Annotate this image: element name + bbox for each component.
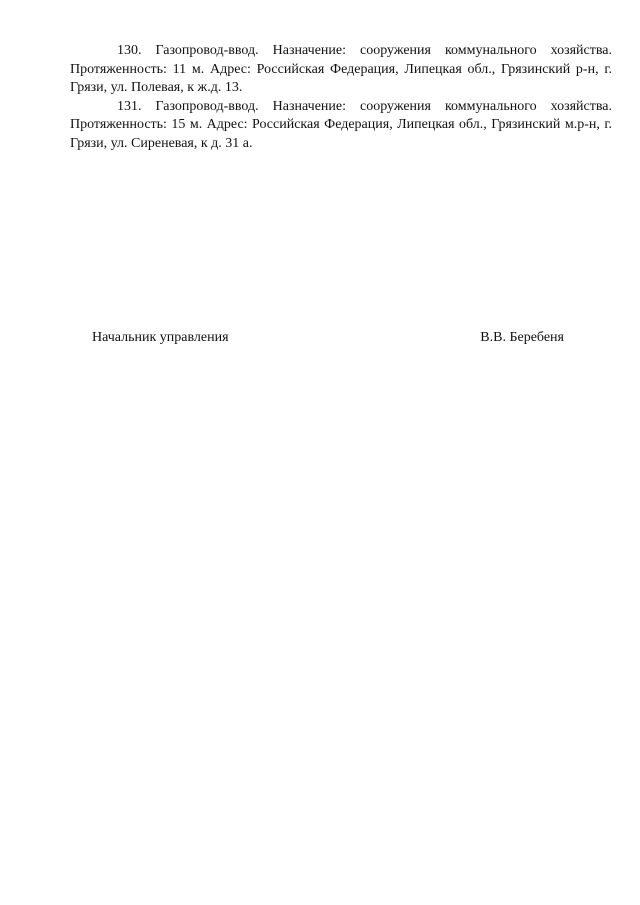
list-item-131: 131. Газопровод-ввод. Назначение: сооружения коммунального хозяйства. Протяженность: 15 м. Адрес: Российская Федерация, Липецкая обл., Грязинский м.р-н, г. Грязи, ул. Сиреневая, к д. 31 а.	[70, 98, 612, 151]
list-item-130: 130. Газопровод-ввод. Назначение: сооружения коммунального хозяйства. Протяженность: 11 м. Адрес: Российская Федерация, Липецкая обл., Грязинский р-н, г. Грязи, ул. Полевая, к ж.д. 13.	[70, 43, 612, 96]
signature-title: Начальник управления	[92, 330, 229, 345]
signature-name: В.В. Беребеня	[480, 330, 564, 345]
document-body	[70, 42, 612, 154]
